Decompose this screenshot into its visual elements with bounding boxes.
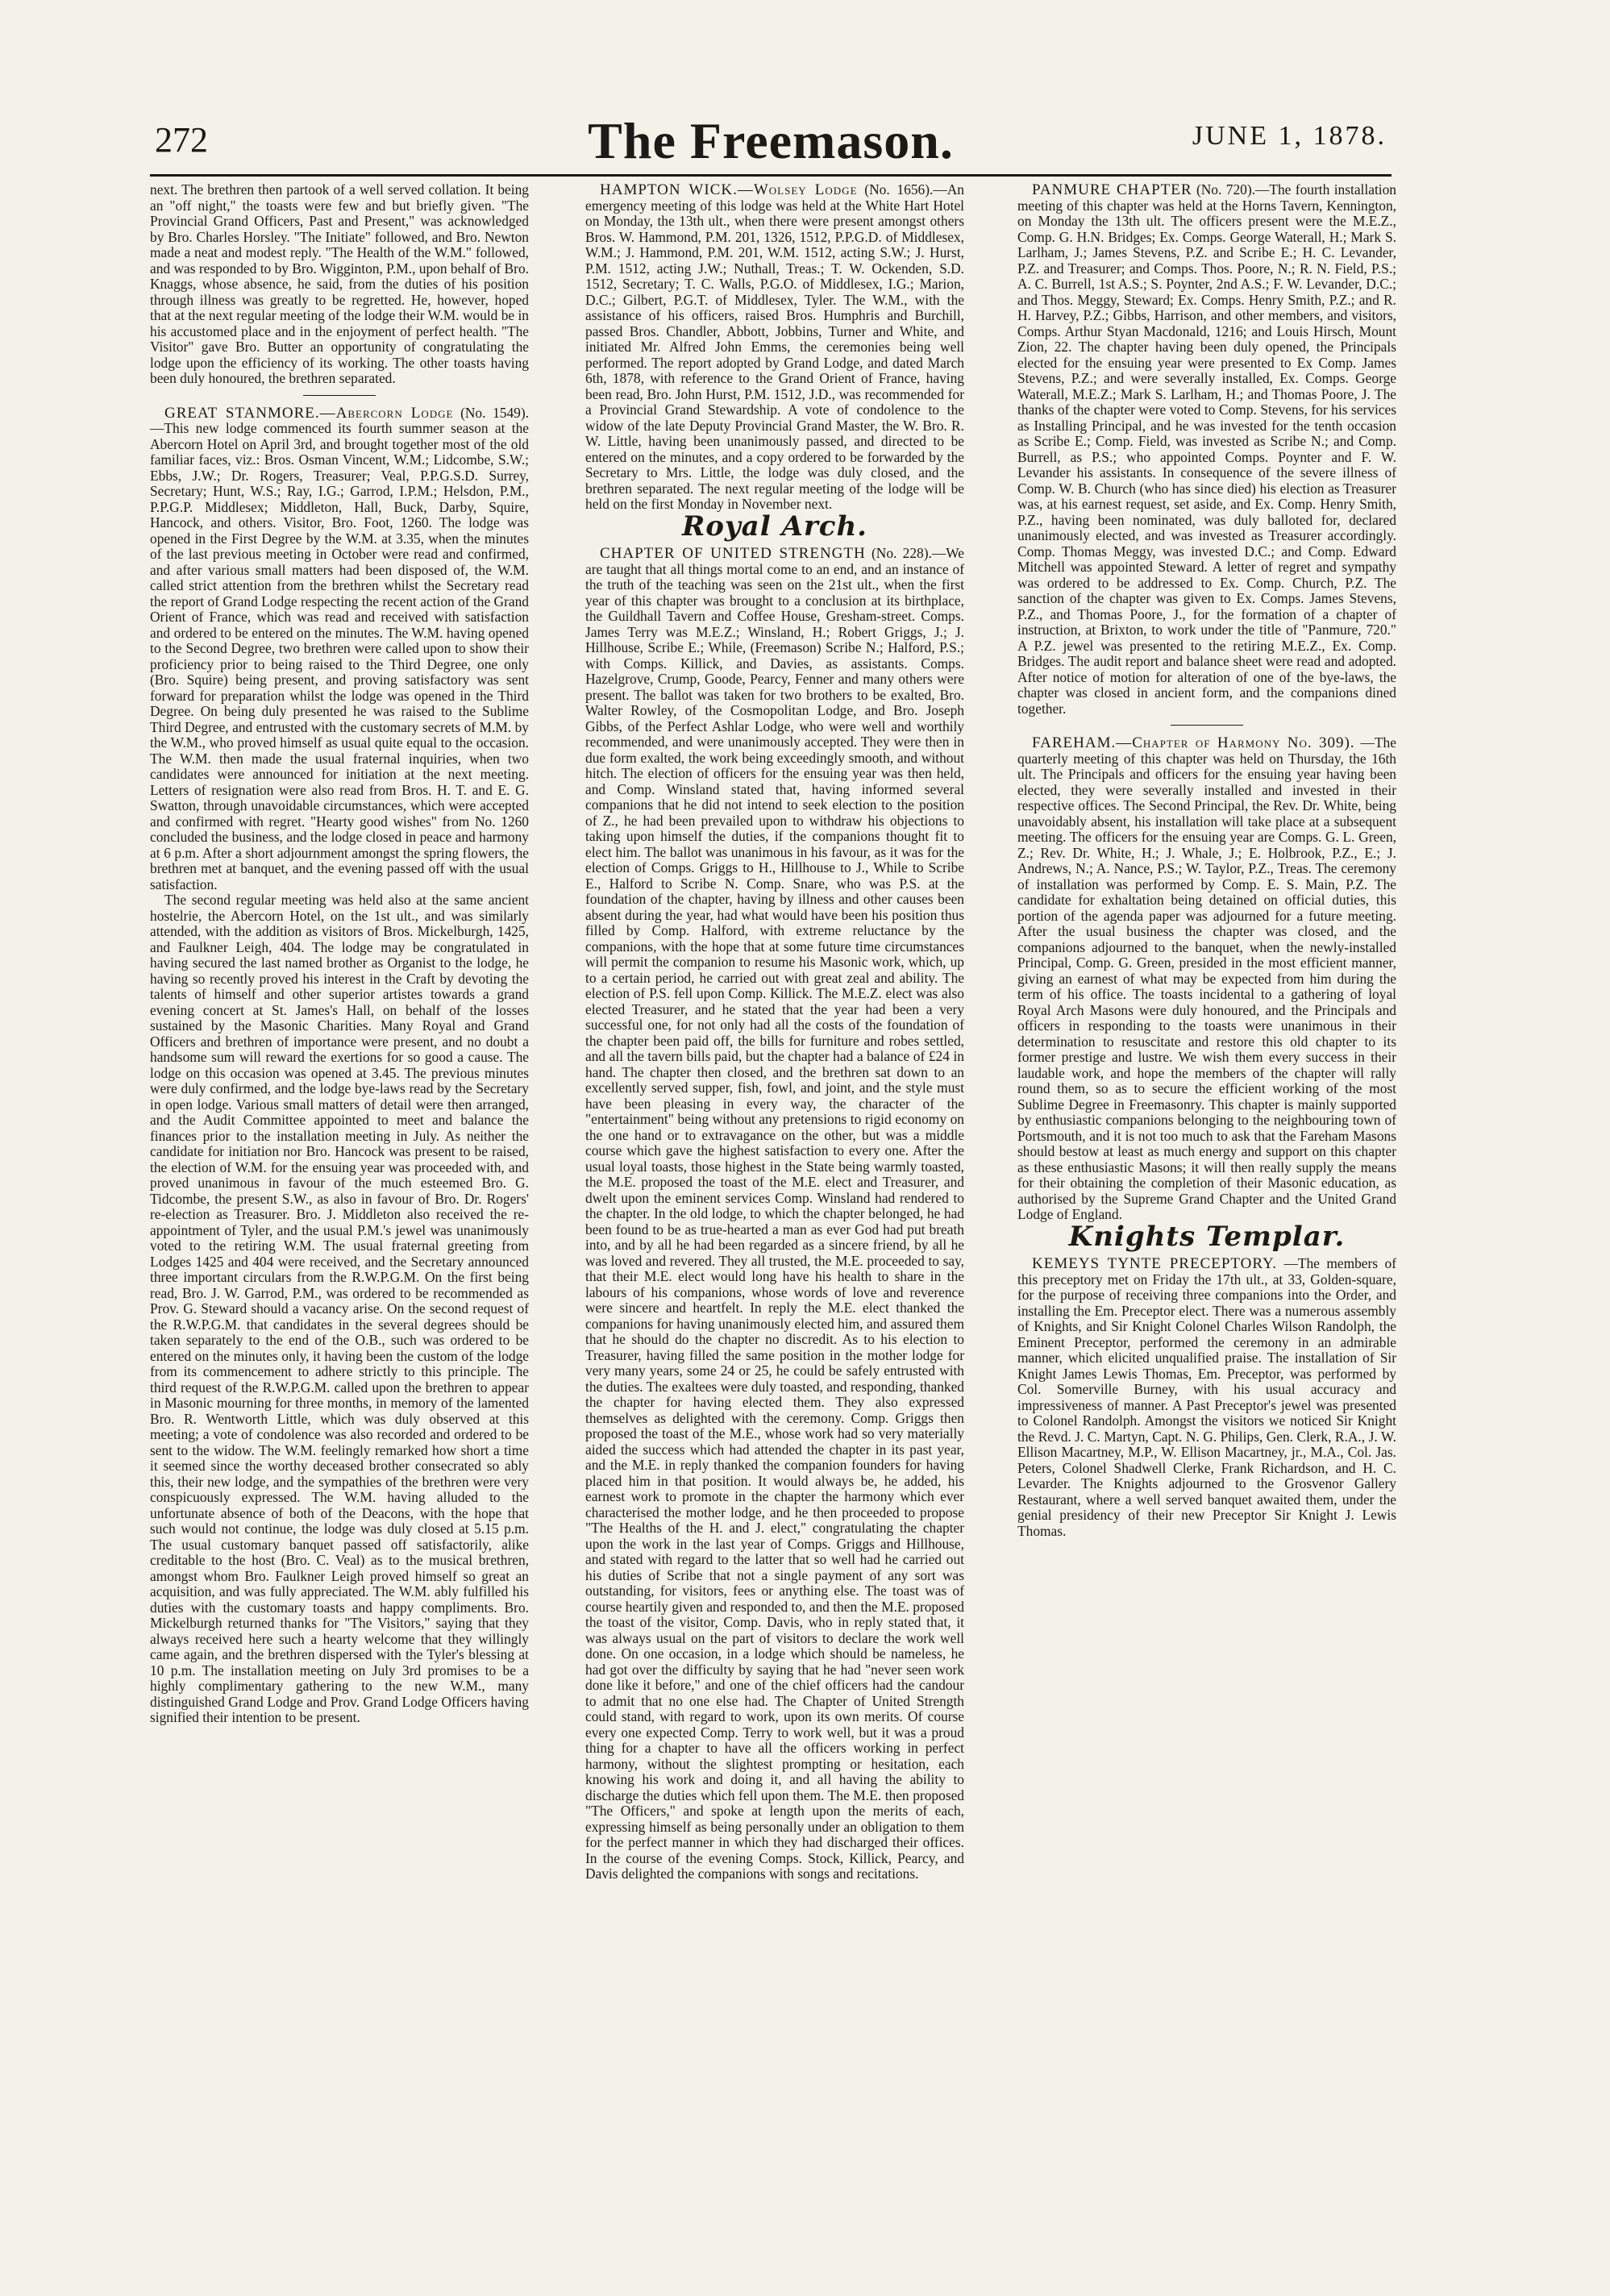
- column-2: [585, 182, 964, 1887]
- article-kemeys-tynte: [1017, 1256, 1396, 1539]
- article-body: (No. 720).—The fourth installation meeting of this chapter was held at the Horns Tavern, Kennington, on Monday the 13th ult. The officers present were the M.E.Z., Comp. G. H.N. Bridges; Ex. Comps. George Waterall, H.; Mark S. Larlham, J.; James Stevens, P.Z. and Scribe E.; H. C. Levander, P.Z. and Treasurer; and Comps. Thos. Poore, N.; R. N. Field, P.S.; A. C. Burrell, 1st A.S.; S. Poynter, 2nd A.S.; F. W. Levander, D.C.; and Thos. Meggy, Steward; Ex. Comps. Henry Smith, P.Z.; and R. H. Harvey, P.Z.; Gibbs, Harrison, and other members, and visitors, Comps. Arthur Styan Macdonald, 1216; and Louis Hirsch, Mount Zion, 22. The chapter having been duly opened, the Principals elected for the ensuing year were presented to Ex Comp. James Stevens, P.Z.; and were severally installed, Ex. Comps. George Waterall, M.E.Z.; Mark S. Larlham, H.; and Thomas Poore, J. The thanks of the chapter were voted to Comp. Stevens, for his services as Installing Principal, and he was invested for the tenth occasion as Scribe E.; Comp. Field, was invested as Scribe N.; and Comp. Burrell, as P.S.; who appointed Comps. Poynter and F. W. Levander his assistants. In consequence of the severe illness of Comp. W. B. Church (who has since died) his election as Treasurer was, at his earnest request, set aside, and Ex. Comp. Henry Smith, P.Z., having been nominated, was duly balloted for, declared unanimously elected, and was invested as Treasurer accordingly. Comp. Thomas Meggy, was invested D.C.; and Comp. Edward Mitchell was appointed Steward. A letter of regret and sympathy was ordered to be addressed to Ex. Comp. Church, P.Z. The sanction of the chapter was given to Ex. Comps. James Stevens, P.Z., and Thomas Poore, J., for the formation of a chapter of instruction, at Brixton, to work under the title of "Panmure, 720." A P.Z. jewel was presented to the retiring M.E.Z., Ex. Comp. Bridges. The audit report and balance sheet were read and adopted. After notice of motion for alteration of one of the bye-laws, the chapter was closed in ancient form, and the companions dined together.: [1017, 181, 1396, 717]
- article-heading: HAMPTON WICK.—Wolsey Lodge: [600, 181, 858, 198]
- article-hampton-wick: [585, 182, 964, 513]
- issue-date: JUNE 1, 1878.: [1192, 121, 1387, 151]
- article-heading: PANMURE CHAPTER: [1032, 181, 1192, 198]
- article-fareham: [1017, 735, 1396, 1223]
- newspaper-title: The Freemason.: [588, 112, 954, 169]
- article-body: —The members of this preceptory met on Friday the 17th ult., at 33, Golden-square, for the purpose of receiving three companions into the Order, and installing the Em. Preceptor elect. There was a numerous assembly of Knights, and Sir Knight Colonel Charles Wilson Randolph, the Eminent Preceptor, performed the ceremony in an admirable manner, which elicited unqualified praise. The installation of Sir Knight James Lewis Thomas, Em. Preceptor, was performed by Col. Somerville Burney, with his usual accuracy and impressiveness of manner. A Past Preceptor's jewel was presented to Colonel Randolph. Amongst the visitors we noticed Sir Knight the Revd. J. C. Martyn, Capt. N. G. Philips, Gen. Clerk, R.A., J. W. Ellison Macartney, M.P., W. Ellison Macartney, jr., M.A., Col. Jas. Peters, Colonel Shadwell Clerke, Frank Richardson, and H. C. Levarder. The Knights adjourned to the Grosvenor Gallery Restaurant, where a well served banquet awaited them, under the genial presidency of their new Preceptor Sir Knight J. Lewis Thomas.: [1017, 1255, 1396, 1539]
- article-body: (No. 1656).—An emergency meeting of this lodge was held at the White Hart Hotel on Monday, the 13th ult., when there were present amongst others Bros. W. Hammond, P.M. 201, 1326, 1512, P.P.G.D. of Middlesex, W.M.; J. Hammond, P.M. 201, W.M. 1512, acting S.W.; J. Hurst, P.M. 1512, acting J.W.; Nuthall, Treas.; T. W. Ockenden, S.D. 1512, Secretary; T. C. Walls, P.G.O. of Middlesex, I.G.; Marion, D.C.; Gilbert, P.G.T. of Middlesex, Tyler. The W.M., with the assistance of his officers, raised Bros. Humphris and Burchill, passed Bros. Chandler, Abbott, Jobbins, Turner and White, and initiated Mr. Alfred John Emms, the ceremonies being well performed. The report adopted by Grand Lodge, and dated March 6th, 1878, with reference to the Grand Orient of France, having been read, Bro. John Hurst, P.M. 1512, J.D., was recommended for a Provincial Grand Stewardship. A vote of condolence to the widow of the late Deputy Provincial Grand Master, the W. Bro. R. W. Little, having been unanimously passed, and directed to be entered on the minutes, and a copy ordered to be forwarded by the Secretary to Mrs. Little, the lodge was duly closed, and the brethren separated. The next regular meeting of the lodge will be held on the first Monday in November next.: [585, 181, 964, 512]
- article-body: next. The brethren then partook of a well served collation. It being an "off night," the toasts were few and but briefly given. "The Provincial Grand Officers, Past and Present," was acknowledged by Bro. Charles Horsley. "The Initiate" followed, and Bro. Newton made a neat and modest reply. "The Health of the W.M." followed, and was responded to by Bro. Wigginton, P.M., upon behalf of Bro. Knaggs, whose absence, he said, from the duties of his position through illness was greatly to be regretted. He, however, hoped that at the next regular meeting of the lodge their W.M. would be in his accustomed place and in the enjoyment of perfect health. "The Visitor" gave Bro. Butter an opportunity of congratulating the lodge upon the efficiency of its working. The other toasts having been duly honoured, the brethren separated.: [150, 181, 529, 386]
- article-continuation: [150, 182, 529, 387]
- divider: [303, 395, 376, 396]
- article-body: —The quarterly meeting of this chapter was held on Thursday, the 16th ult. The Principals and officers for the ensuing year having been elected, they were severally installed and invested in their respective offices. The Second Principal, the Rev. Dr. White, being unavoidably absent, his installation will take place at a subsequent meeting. The officers for the ensuing year are Comps. G. L. Green, Z.; Rev. Dr. White, H.; J. Whale, J.; E. Holbrook, P.Z., E.; J. Andrews, N.; A. Nance, P.S.; W. Taylor, P.Z., Treas. The ceremony of installation was performed by Comp. E. S. Main, P.Z. The candidate for exhaltation being detained on official duties, this portion of the agenda paper was adjourned for a future meeting. After the usual business the chapter was closed, and the companions adjourned to the banquet, when the newly-installed Principal, Comp. G. Green, presided in the most efficient manner, giving an earnest of what may be expected from him during the term of his office. The toasts incidental to a gathering of loyal Royal Arch Masons were duly honoured, and the Principals and officers in responding to the toasts were unanimous in their determination to resuscitate and restore this old chapter to its former prestige and lustre. We wish them every success in their laudable work, and hope the members of the chapter will rally round them, so as to secure the efficient working of the most Sublime Degree in Freemasonry. This chapter is mainly supported by enthusiastic companions belonging to the neighbouring town of Portsmouth, and it is not too much to ask that the Fareham Masons should bestow at least as much energy and support on this chapter as these enthusiastic Masons; it will then really supply the means for their obtaining the completion of their Masonic education, as authorised by the Supreme Grand Chapter and the United Grand Lodge of England.: [1017, 734, 1396, 1222]
- masthead: [150, 111, 1392, 177]
- article-heading: FAREHAM.—Chapter of Harmony No. 309).: [1032, 734, 1355, 751]
- section-heading-royal-arch: Royal Arch.: [681, 510, 868, 543]
- article-great-stanmore: [150, 406, 529, 1726]
- article-heading: GREAT STANMORE.—Abercorn Lodge: [164, 404, 454, 422]
- column-3: [1017, 182, 1396, 1544]
- article-body: (No. 228).—We are taught that all things mortal come to an end, and an instance of the truth of the teaching was seen on the 21st ult., when the first year of this chapter was brought to a conclusion at its birthplace, the Guildhall Tavern and Coffee House, Gresham-street. Comps. James Terry was M.E.Z.; Winsland, H.; Robert Griggs, J.; J. Hillhouse, Scribe E.; While, (Freemason) Scribe N.; Halford, P.S.; with Comps. Killick, and Davies, as assistants. Comps. Hazelgrove, Crump, Goode, Pearcy, Fenner and many others were present. The ballot was taken for two brothers to be exalted, Bro. Walter Rowley, of the Cosmopolitan Lodge, and Bro. Joseph Gibbs, of the Perfect Ashlar Lodge, who were well and worthily recommended, and were unanimously accepted. They were then in due form exalted, the work being exceedingly smooth, and without hitch. The election of officers for the ensuing year was then held, and Comp. Winsland stated that, having informed several companions that he did not intend to seek election to the position of Z., he had been prevailed upon to withdraw his objections to taking upon himself the duties, if the companions thought fit to elect him. The ballot was unanimous in his favour, as it was for the election of Comps. Griggs to H., Hillhouse to J., While to Scribe E., Halford to Scribe N. Comp. Snare, who was P.S. at the foundation of the chapter, having by illness and other causes been absent during the year, had what would have been his position thus filled by Comp. Halford, with extreme reluctance by the companions, with the hope that at some future time circumstances will permit the companion to resume his Masonic work, which, up to a certain period, he carried out with great zeal and ability. The election of P.S. fell upon Comp. Killick. The M.E.Z. elect was also elected Treasurer, and he stated that the year had been a very successful one, for not only had all the costs of the foundation of the chapter been paid off, the bills for furniture and robes settled, and all the tavern bills paid, but the chapter had a balance of £24 in hand. The chapter then closed, and the brethren sat down to an excellently served supper, fish, fowl, and joint, and the style must have been pleasing in every way, the character of the "entertainment" being without any pretensions to rigid economy on the one hand or to extravagance on the other, but was a middle course which gave the highest satisfaction to every one. After the usual loyal toasts, those highest in the State being warmly toasted, the M.E. proposed the toast of the M.E. elect and Treasurer, and dwelt upon the eminent services Comp. Winsland had rendered to the chapter. In the old lodge, to which the chapter belonged, he had been found to be as true-hearted a man as ever God had put breath into, and by all he had been regarded as a sincere friend, by all he was loved and revered. They all trusted, the M.E. proceeded to say, that their M.E. elect would long have his health to share in the labours of his companions, whose words of love and reverence were sincere and heartfelt. In reply the M.E. elect thanked the companions for having unanimously elected him, and assured them that he should do the chapter no discredit. As to his election to Treasurer, having filled the same position in the mother lodge for very many years, some 24 or 25, he could be safely entrusted with the duties. The exaltees were duly toasted, and responding, thanked the chapter for having elected them. They also expressed themselves as delighted with the ceremony. Comp. Griggs then proposed the toast of the M.E., whose work had so very materially aided the success which had attended the chapter in its past year, and the M.E. in reply thanked the companion founders for having placed him in that position. It would always be, he added, his earnest work to promote in the chapter the harmony which ever characterised the mother lodge, and he then proceeded to propose "The Healths of the H. and J. elect," congratulating the chapter upon the work in the last year of Comps. Griggs and Hillhouse, and stated with regard to the latter that so well had he carried out his duties of Scribe that not a single payment of any sort was outstanding, for visitors, fees or anything else. The toast was of course heartily given and responded to, and then the M.E. proposed the toast of the visitor, Comp. Davis, who in reply stated that, it was always usual on the part of visitors to declare the work well done. On one occasion, in a lodge which should be nameless, he had got over the difficulty by saying that he had "never seen work done like it before," and one of the chief officers had the candour to admit that no one else had. The Chapter of United Strength could stand, with regard to work, upon its own merits. Of course every one expected Comp. Terry to work well, but it was a proud thing for a chapter to have all the officers working in perfect harmony, without the slightest prompting or hesitation, each knowing his work and doing it, and all having the ability to discharge the duties which fell upon them. The M.E. then proposed "The Officers," and spoke at length upon the merits of each, expressing himself as being personally under an obligation to them for the perfect manner in which they had discharged their offices. In the course of the evening Comps. Stock, Killick, Pearcy, and Davis delighted the companions with songs and recitations.: [585, 545, 964, 1882]
- column-1: [150, 182, 529, 1731]
- article-heading: KEMEYS TYNTE PRECEPTORY.: [1032, 1255, 1278, 1272]
- section-heading-knights-templar: Knights Templar.: [1068, 1220, 1346, 1253]
- page-number: 272: [155, 120, 208, 160]
- article-body: (No. 1549).—This new lodge commenced its fourth summer season at the Abercorn Hotel on April 3rd, and brought together most of the old familiar faces, viz.: Bros. Osman Vincent, W.M.; Lidcombe, S.W.; Ebbs, J.W.; Dr. Rogers, Treasurer; Veal, P.P.G.S.D. Surrey, Secretary; Hunt, W.S.; Ray, I.G.; Garrod, I.P.M.; Helsdon, P.M., P.P.G.P. Middlesex; Middleton, Hall, Buck, Darby, Squire, Hancock, and others. Visitor, Bro. Foot, 1260. The lodge was opened in the First Degree by the W.M. at 3.35, when the minutes of the last previous meeting in October were read and confirmed, and after various small matters had been disposed of, the W.M. called strict attention from the brethren whilst the Secretary read the report of Grand Lodge respecting the recent action of the Grand Orient of France, which was read and received with satisfaction and ordered to be entered on the minutes. The W.M. having opened to the Second Degree, two brethren were called upon to show their proficiency prior to being raised to the Third Degree, one only (Bro. Squire) being present, and proving satisfactory was sent forward for preparation whilst the lodge was opened in the Third Degree. On being duly presented he was raised to the Sublime Third Degree, and entrusted with the customary secrets of M.M. by the W.M., who proved himself as usual quite equal to the occasion. The W.M. then made the usual fraternal inquiries, when two candidates were announced for initiation at the next meeting. Letters of resignation were also read from Bros. H. T. and E. G. Swatton, through unavoidable circumstances, which were accepted and confirmed with regret. "Hearty good wishes" from No. 1260 concluded the business, and the lodge closed in peace and harmony at 6 p.m. After a short adjournment amongst the spring flowers, the brethren met at banquet, and the evening passed off with the usual satisfaction.: [150, 404, 529, 892]
- article-paragraph: The second regular meeting was held also at the same ancient hostelrie, the Abercorn Hotel, on the 1st ult., and was similarly attended, with the addition as visitors of Bros. Mickelburgh, 1425, and Faulkner Leigh, 404. The lodge may be congratulated in having secured the last named brother as Organist to the lodge, he having so recently proved his interest in the Craft by devoting the talents of himself and other superior artistes towards a grand evening concert at St. James's Hall, on behalf of the losses sustained by the Masonic Charities. Many Royal and Grand Officers and brethren of importance were present, and no doubt a handsome sum will reward the exertions for so good a cause. The lodge on this occasion was opened at 3.45. The previous minutes were duly confirmed, and the lodge bye-laws read by the Secretary in open lodge. Various small matters of detail were then arranged, and the Audit Committee appointed to meet and balance the finances prior to the installation meeting in July. As neither the candidate for initiation nor Bro. Hancock was present to be raised, the election of W.M. for the ensuing year was proceeded with, and proved unanimous in favour of the much esteemed Bro. G. Tidcombe, the present S.W., as also in favour of Bro. Dr. Rogers' re-election as Treasurer. Bro. J. Middleton also received the re-appointment of Tyler, and the usual P.M.'s jewel was unanimously voted to the retiring W.M. The usual fraternal greeting from Lodges 1425 and 404 were received, and the Secretary announced three important circulars from the R.W.P.G.M. On the first being read, Bro. J. W. Garrod, P.M., was ordered to be recommended as Prov. G. Steward should a vacancy arise. On the second request of the R.W.P.G.M. that candidates in the several degrees should be taken separately to the end of the O.B., such was ordered to be entered on the minutes only, it having been the custom of the lodge from its commencement to adhere strictly to this principle. The third request of the R.W.P.G.M. called upon the brethren to appear in Masonic mourning for three months, in memory of the lamented Bro. R. Wentworth Little, which was duly observed at this meeting; a vote of condolence was also recorded and ordered to be sent to the widow. The W.M. feelingly remarked how short a time it seemed since the worthy deceased brother consecrated so ably this, their new lodge, and the sympathies of the brethren were very conspicuously expressed. The W.M. having alluded to the unfortunate absence of both of the Deacons, with the hope that such would not continue, the lodge was duly closed at 5.15 p.m. The usual customary banquet passed off satisfactorily, alike creditable to the host (Bro. C. Veal) as to the musical brethren, amongst whom Bro. Faulkner Leigh proved himself so great an acquisition, and was fully appreciated. The W.M. ably fulfilled his duties with the customary toasts and happy compliments. Bro. Mickelburgh returned thanks for "The Visitors," saying that they always received here such a hearty welcome that they willingly came again, and the brethren dispersed with the Tyler's blessing at 10 p.m. The installation meeting on July 3rd promises to be a highly complimentary gathering to the new W.M., many distinguished Grand Lodge and Prov. Grand Lodge Officers having signified their intention to be present.: [150, 892, 529, 1725]
- divider: [1171, 725, 1243, 726]
- article-heading: CHAPTER OF UNITED STRENGTH: [600, 545, 866, 562]
- article-panmure: [1017, 182, 1396, 717]
- article-united-strength: [585, 546, 964, 1882]
